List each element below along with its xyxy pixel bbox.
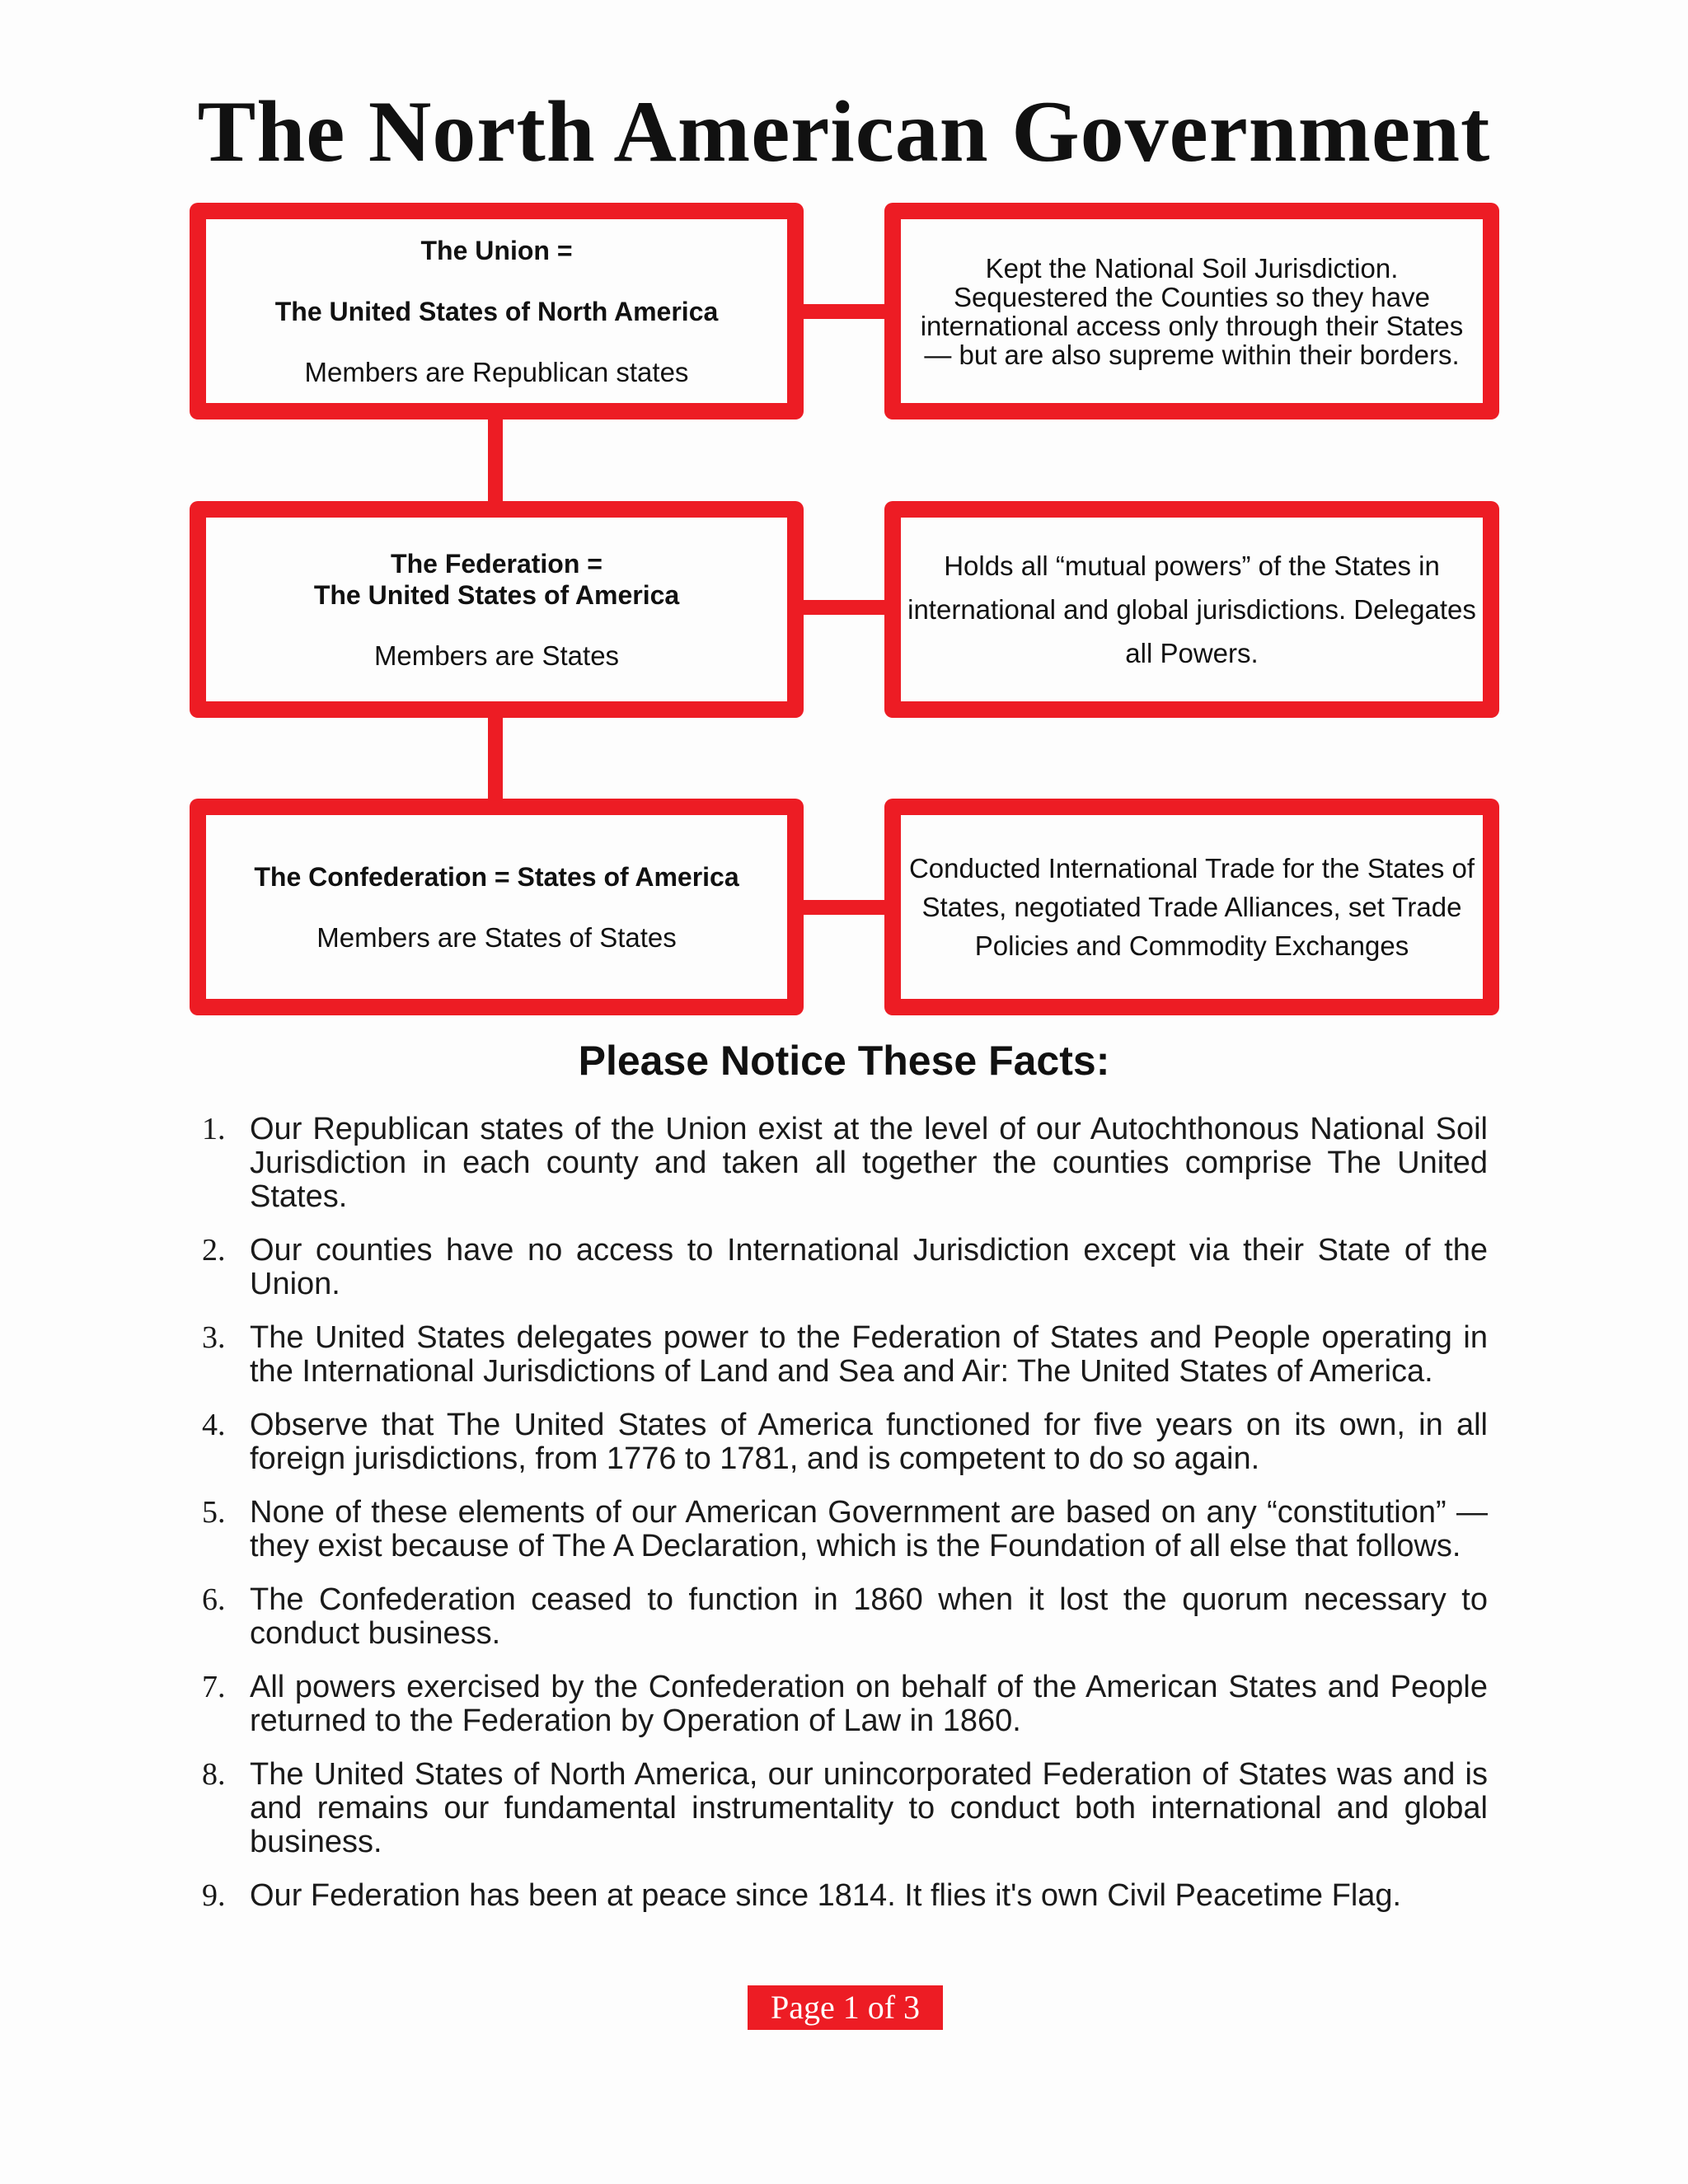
vertical-connector-2 xyxy=(488,716,503,800)
confederation-title: The Confederation = States of America xyxy=(254,861,739,892)
federation-note-line: all Powers. xyxy=(1125,638,1259,668)
union-box xyxy=(190,203,804,419)
vertical-connector-1 xyxy=(488,418,503,503)
fact-number: 1. xyxy=(202,1112,226,1146)
union-connector xyxy=(802,304,886,319)
confederation-note-box xyxy=(884,799,1499,1015)
fact-item xyxy=(202,1496,1488,1563)
fact-text: Our Republican states of the Union exist at the level of our Autochthonous National Soil Jurisdiction in each county and taken all together the counties comprise The United States. xyxy=(250,1112,1488,1214)
union-note-line: international access only through their States xyxy=(920,310,1464,341)
page-title: The North American Government xyxy=(197,83,1491,180)
fact-text: Our Federation has been at peace since 1814. It flies it's own Civil Peacetime Flag. xyxy=(250,1878,1402,1913)
fact-item xyxy=(202,1758,1488,1859)
union-title: The Union = xyxy=(420,235,573,265)
fact-text: The Confederation ceased to function in 1860 when it lost the quorum necessary to conduct business. xyxy=(250,1582,1488,1651)
federation-box xyxy=(190,501,804,718)
fact-number: 2. xyxy=(202,1233,226,1268)
fact-text: The United States of North America, our unincorporated Federation of States was and is and remains our fundamental instrumentality to conduct both international and global business. xyxy=(250,1757,1488,1859)
fact-text: The United States delegates power to the Federation of States and People operating in the International Jurisdictions of Land and Sea and Air: The United States of America. xyxy=(250,1320,1488,1389)
fact-number: 4. xyxy=(202,1408,226,1442)
federation-connector xyxy=(802,600,886,615)
fact-number: 5. xyxy=(202,1495,226,1530)
fact-text: None of these elements of our American Government are based on any “constitution” — they exist because of The A Declaration, which is the Foundation of all else that follows. xyxy=(250,1495,1488,1563)
fact-item xyxy=(202,1234,1488,1301)
federation-note-line: international and global jurisdictions. Delegates xyxy=(907,594,1476,625)
fact-item xyxy=(202,1408,1488,1476)
union-name: The United States of North America xyxy=(274,296,719,326)
fact-number: 6. xyxy=(202,1582,226,1617)
confederation-note-line: Conducted International Trade for the States of xyxy=(908,853,1475,883)
federation-note-line: Holds all “mutual powers” of the States in xyxy=(944,551,1440,581)
federation-note-box xyxy=(884,501,1499,718)
fact-text: Our counties have no access to International Jurisdiction except via their State of the Union. xyxy=(250,1233,1488,1301)
fact-number: 8. xyxy=(202,1757,226,1792)
confederation-note-line: States, negotiated Trade Alliances, set Trade xyxy=(921,892,1462,922)
fact-item xyxy=(202,1879,1488,1913)
union-note-line: Kept the National Soil Jurisdiction. xyxy=(985,252,1399,284)
page-indicator: Page 1 of 3 xyxy=(748,1985,943,2030)
fact-item xyxy=(202,1321,1488,1389)
fact-number: 9. xyxy=(202,1878,226,1913)
fact-number: 3. xyxy=(202,1320,226,1355)
federation-title: The Federation = xyxy=(391,548,603,579)
fact-item xyxy=(202,1671,1488,1738)
confederation-connector xyxy=(802,900,886,915)
fact-text: Observe that The United States of America functioned for five years on its own, in all foreign jurisdictions, from 1776 to 1781, and is competent to do so again. xyxy=(250,1408,1488,1476)
federation-members: Members are States xyxy=(373,640,620,671)
facts-list xyxy=(202,1113,1488,1933)
union-note-line: Sequestered the Counties so they have xyxy=(954,281,1430,312)
fact-number: 7. xyxy=(202,1670,226,1704)
facts-heading: Please Notice These Facts: xyxy=(578,1038,1110,1084)
fact-item xyxy=(202,1583,1488,1651)
fact-item xyxy=(202,1113,1488,1214)
union-members: Members are Republican states xyxy=(304,356,689,387)
union-note-line: — but are also supreme within their borders. xyxy=(924,339,1460,370)
federation-name: The United States of America xyxy=(313,579,680,610)
confederation-note-line: Policies and Commodity Exchanges xyxy=(974,930,1409,961)
fact-text: All powers exercised by the Confederation on behalf of the American States and People returned to the Federation by Operation of Law in 1860. xyxy=(250,1670,1488,1738)
confederation-box xyxy=(190,799,804,1015)
confederation-members: Members are States of States xyxy=(316,921,677,953)
union-note-box xyxy=(884,203,1499,419)
